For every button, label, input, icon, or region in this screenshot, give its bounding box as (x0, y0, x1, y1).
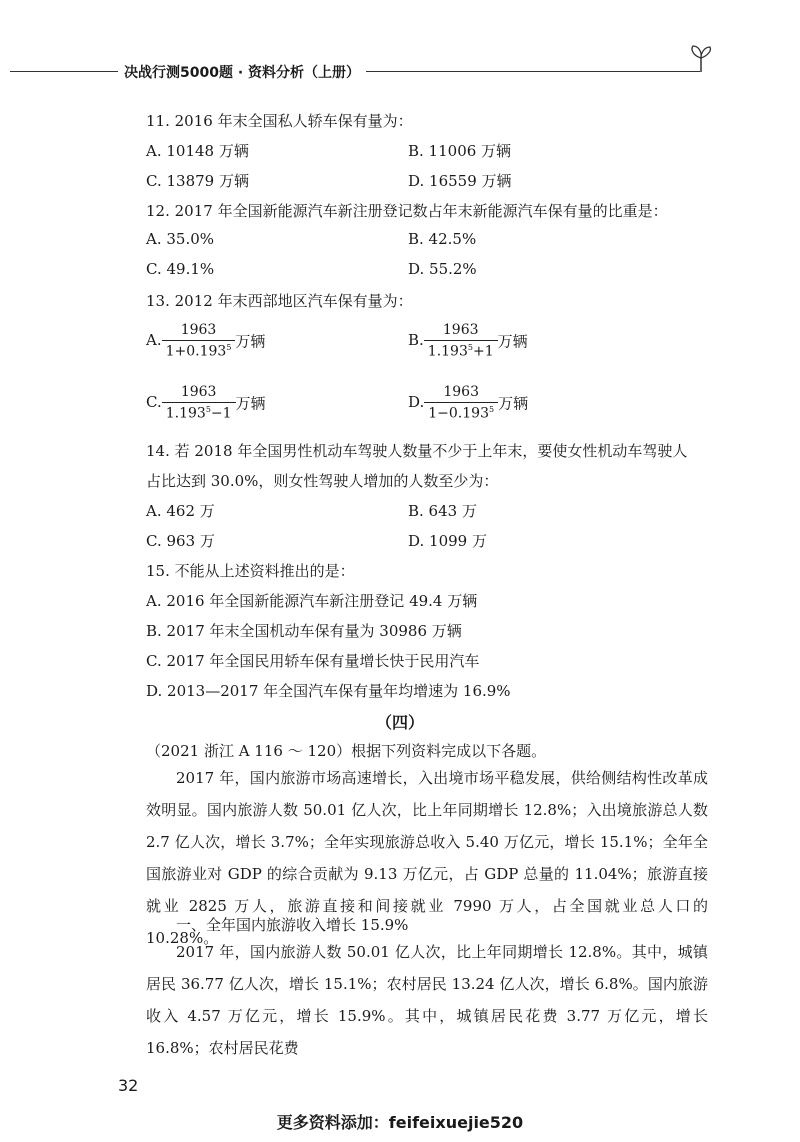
q15-option-b: B. 2017 年末全国机动车保有量为 30986 万辆 (146, 622, 462, 640)
q14-option-d: D. 1099 万 (408, 532, 487, 550)
q11-option-a: A. 10148 万辆 (146, 142, 249, 160)
q13-option-d: D. $\frac{1963}{1-0.193^5}$ 万辆 (408, 384, 529, 422)
question-13-stem: 13. 2012 年末西部地区汽车保有量为： (146, 292, 413, 310)
footer-contact: 更多资料添加：feifeixuejie520 (276, 1113, 524, 1132)
q12-option-d: D. 55.2% (408, 260, 477, 278)
material-paragraph-1: 2017 年，国内旅游市场高速增长，入出境市场平稳发展，供给侧结构性改革成效明显。国内旅游人数 50.01 亿人次，比上年同期增长 12.8%；入出境旅游总人数 2.7 亿人次，增长 3.7%；全年实现旅游总收入 5.40 万亿元，增长 15.1%；全年全国旅游业对 GDP 的综合贡献为 9.13 万亿元，占 GDP 总量的 11.04%；旅游直接就业 2825 万人，旅游直接和间接就业 7990 万人，占全国就业总人口的 10.28%。 (146, 769, 708, 947)
question-11-stem: 11. 2016 年末全国私人轿车保有量为： (146, 112, 413, 130)
header-rule-left (10, 71, 120, 72)
question-14-stem-line1: 14. 若 2018 年全国男性机动车驾驶人数量不少于上年末，要使女性机动车驾驶人 (146, 442, 688, 460)
q15-option-d: D. 2013—2017 年全国汽车保有量年均增速为 16.9% (146, 682, 511, 700)
q13-option-c: C. $\frac{1963}{1.193^5-1}$ 万辆 (146, 384, 266, 422)
q14-option-c: C. 963 万 (146, 532, 215, 550)
question-15-stem: 15. 不能从上述资料推出的是： (146, 562, 355, 580)
q15-option-a: A. 2016 年全国新能源汽车新注册登记 49.4 万辆 (146, 592, 478, 610)
q14-option-b: B. 643 万 (408, 502, 477, 520)
q14-option-a: A. 462 万 (146, 502, 215, 520)
q13-option-b: B. $\frac{1963}{1.193^5+1}$ 万辆 (408, 322, 528, 360)
q11-option-d: D. 16559 万辆 (408, 172, 512, 190)
material-paragraph-2: 2017 年，国内旅游人数 50.01 亿人次，比上年同期增长 12.8%。其中，城镇居民 36.77 亿人次，增长 15.1%；农村居民 13.24 亿人次，增长 6.8%。国内旅游收入 4.57 万亿元，增长 15.9%。其中，城镇居民花费 3.77 万亿元，增长 16.8%；农村居民花费 (146, 943, 708, 1057)
header-rule-right (350, 71, 700, 72)
material-subheading: 一、全年国内旅游收入增长 15.9% (176, 916, 409, 934)
q12-option-c: C. 49.1% (146, 260, 215, 278)
page-number: 32 (118, 1076, 139, 1095)
section-source: （2021 浙江 A 116 ～ 120）根据下列资料完成以下各题。 (146, 742, 547, 760)
q12-option-a: A. 35.0% (146, 230, 215, 248)
question-14-stem-line2: 占比达到 30.0%，则女性驾驶人增加的人数至少为： (146, 472, 499, 490)
header-title: 决战行测5000题 · 资料分析（上册） (118, 62, 366, 82)
q11-option-c: C. 13879 万辆 (146, 172, 249, 190)
question-12-stem: 12. 2017 年全国新能源汽车新注册登记数占年末新能源汽车保有量的比重是： (146, 202, 668, 220)
sprout-icon (684, 42, 718, 76)
q12-option-b: B. 42.5% (408, 230, 477, 248)
section-title: （四） (375, 713, 424, 732)
q15-option-c: C. 2017 年全国民用轿车保有量增长快于民用汽车 (146, 652, 480, 670)
q13-option-a: A. $\frac{1963}{1+0.193^5}$ 万辆 (146, 322, 266, 360)
q11-option-b: B. 11006 万辆 (408, 142, 512, 160)
